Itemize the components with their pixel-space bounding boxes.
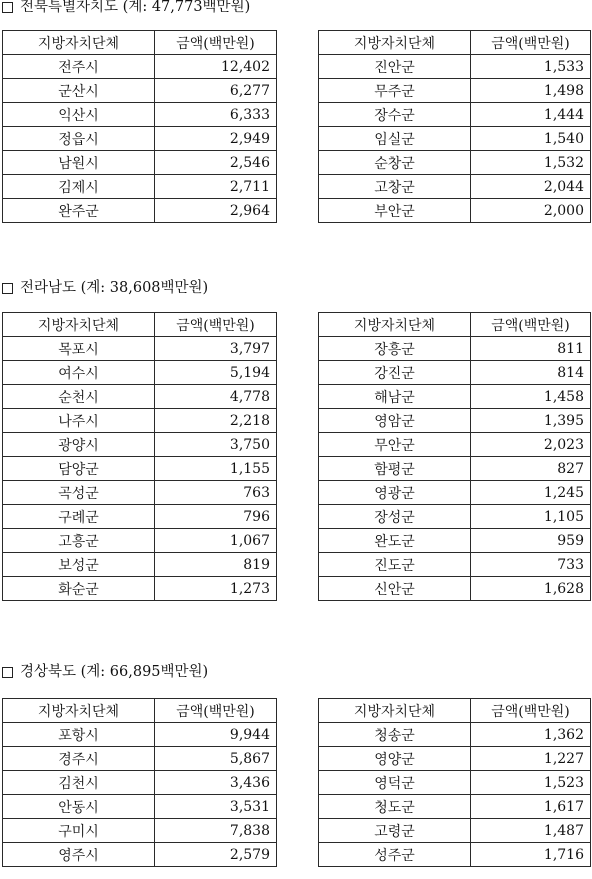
amount-value: 1,540: [471, 127, 591, 151]
amount-value: 9,944: [155, 723, 277, 747]
amount-value: 1,362: [471, 723, 591, 747]
table-row: [3, 151, 277, 175]
amount-value: 3,531: [155, 795, 277, 819]
municipality-name: 장수군: [319, 103, 471, 127]
amount-value: 763: [155, 481, 277, 505]
budget-table-left: [2, 312, 277, 601]
header-amount: 금액(백만원): [155, 31, 277, 55]
amount-value: 814: [471, 361, 591, 385]
table-header-row: [319, 31, 591, 55]
table-row: [3, 529, 277, 553]
header-name: 지방자치단체: [319, 699, 471, 723]
municipality-name: 남원시: [3, 151, 155, 175]
checkbox-icon: [2, 283, 13, 294]
amount-value: 1,533: [471, 55, 591, 79]
budget-table-left: [2, 698, 277, 867]
checkbox-icon: [2, 667, 13, 678]
amount-value: 2,044: [471, 175, 591, 199]
amount-value: 811: [471, 337, 591, 361]
amount-value: 2,711: [155, 175, 277, 199]
amount-value: 733: [471, 553, 591, 577]
municipality-name: 익산시: [3, 103, 155, 127]
section-heading-text: 전라남도 (계: 38,608백만원): [20, 280, 209, 296]
table-row: [3, 795, 277, 819]
table-row: [3, 771, 277, 795]
header-name: 지방자치단체: [3, 313, 155, 337]
municipality-name: 안동시: [3, 795, 155, 819]
municipality-name: 화순군: [3, 577, 155, 601]
section-heading: [2, 663, 208, 681]
municipality-name: 구례군: [3, 505, 155, 529]
amount-value: 3,436: [155, 771, 277, 795]
header-name: 지방자치단체: [3, 699, 155, 723]
header-amount: 금액(백만원): [155, 699, 277, 723]
table-row: [3, 843, 277, 867]
table-row: [3, 723, 277, 747]
budget-table-right: [318, 312, 591, 601]
municipality-name: 보성군: [3, 553, 155, 577]
municipality-name: 임실군: [319, 127, 471, 151]
municipality-name: 순창군: [319, 151, 471, 175]
municipality-name: 청송군: [319, 723, 471, 747]
amount-value: 1,395: [471, 409, 591, 433]
amount-value: 5,867: [155, 747, 277, 771]
amount-value: 2,023: [471, 433, 591, 457]
section-heading-text: 경상북도 (계: 66,895백만원): [20, 664, 209, 680]
table-row: [3, 127, 277, 151]
municipality-name: 완주군: [3, 199, 155, 223]
table-header-row: [3, 699, 277, 723]
municipality-name: 포항시: [3, 723, 155, 747]
table-row: [319, 577, 591, 601]
amount-value: 2,546: [155, 151, 277, 175]
table-row: [3, 385, 277, 409]
municipality-name: 함평군: [319, 457, 471, 481]
municipality-name: 군산시: [3, 79, 155, 103]
table-row: [3, 819, 277, 843]
municipality-name: 영광군: [319, 481, 471, 505]
table-row: [3, 433, 277, 457]
amount-value: 3,750: [155, 433, 277, 457]
amount-value: 12,402: [155, 55, 277, 79]
municipality-name: 김제시: [3, 175, 155, 199]
municipality-name: 고흥군: [3, 529, 155, 553]
amount-value: 1,227: [471, 747, 591, 771]
table-row: [3, 361, 277, 385]
amount-value: 1,444: [471, 103, 591, 127]
municipality-name: 장성군: [319, 505, 471, 529]
municipality-name: 고창군: [319, 175, 471, 199]
table-row: [319, 553, 591, 577]
table-row: [319, 457, 591, 481]
municipality-name: 장흥군: [319, 337, 471, 361]
municipality-name: 김천시: [3, 771, 155, 795]
municipality-name: 경주시: [3, 747, 155, 771]
table-row: [319, 409, 591, 433]
municipality-name: 무주군: [319, 79, 471, 103]
table-row: [319, 505, 591, 529]
municipality-name: 목포시: [3, 337, 155, 361]
amount-value: 4,778: [155, 385, 277, 409]
table-row: [3, 55, 277, 79]
header-amount: 금액(백만원): [155, 313, 277, 337]
amount-value: 2,000: [471, 199, 591, 223]
municipality-name: 구미시: [3, 819, 155, 843]
amount-value: 1,628: [471, 577, 591, 601]
municipality-name: 강진군: [319, 361, 471, 385]
table-row: [3, 79, 277, 103]
table-row: [319, 337, 591, 361]
amount-value: 1,523: [471, 771, 591, 795]
budget-table-right: [318, 698, 591, 867]
amount-value: 1,716: [471, 843, 591, 867]
amount-value: 1,617: [471, 795, 591, 819]
amount-value: 959: [471, 529, 591, 553]
table-row: [319, 771, 591, 795]
table-row: [319, 199, 591, 223]
table-row: [319, 723, 591, 747]
table-row: [319, 481, 591, 505]
table-row: [319, 79, 591, 103]
table-row: [319, 433, 591, 457]
municipality-name: 무안군: [319, 433, 471, 457]
municipality-name: 영양군: [319, 747, 471, 771]
table-header-row: [3, 31, 277, 55]
table-row: [319, 529, 591, 553]
section-heading: [2, 0, 250, 16]
table-header-row: [319, 313, 591, 337]
table-row: [3, 457, 277, 481]
table-row: [319, 747, 591, 771]
amount-value: 827: [471, 457, 591, 481]
table-row: [3, 199, 277, 223]
table-row: [3, 337, 277, 361]
amount-value: 1,498: [471, 79, 591, 103]
header-amount: 금액(백만원): [471, 699, 591, 723]
section-heading: [2, 279, 208, 297]
amount-value: 1,245: [471, 481, 591, 505]
budget-table-right: [318, 30, 591, 223]
amount-value: 5,194: [155, 361, 277, 385]
amount-value: 6,277: [155, 79, 277, 103]
municipality-name: 광양시: [3, 433, 155, 457]
amount-value: 7,838: [155, 819, 277, 843]
amount-value: 1,458: [471, 385, 591, 409]
table-row: [319, 127, 591, 151]
table-row: [3, 103, 277, 127]
budget-table-left: [2, 30, 277, 223]
table-row: [319, 385, 591, 409]
checkbox-icon: [2, 2, 13, 13]
table-row: [319, 55, 591, 79]
table-row: [3, 175, 277, 199]
table-row: [3, 409, 277, 433]
municipality-name: 부안군: [319, 199, 471, 223]
amount-value: 2,579: [155, 843, 277, 867]
municipality-name: 신안군: [319, 577, 471, 601]
amount-value: 3,797: [155, 337, 277, 361]
table-row: [3, 577, 277, 601]
amount-value: 2,949: [155, 127, 277, 151]
municipality-name: 청도군: [319, 795, 471, 819]
table-row: [319, 843, 591, 867]
municipality-name: 영덕군: [319, 771, 471, 795]
municipality-name: 정읍시: [3, 127, 155, 151]
amount-value: 1,155: [155, 457, 277, 481]
amount-value: 6,333: [155, 103, 277, 127]
header-name: 지방자치단체: [319, 31, 471, 55]
amount-value: 819: [155, 553, 277, 577]
amount-value: 2,218: [155, 409, 277, 433]
municipality-name: 담양군: [3, 457, 155, 481]
header-name: 지방자치단체: [319, 313, 471, 337]
amount-value: 796: [155, 505, 277, 529]
header-amount: 금액(백만원): [471, 313, 591, 337]
table-row: [319, 819, 591, 843]
table-row: [3, 505, 277, 529]
amount-value: 1,273: [155, 577, 277, 601]
municipality-name: 성주군: [319, 843, 471, 867]
municipality-name: 진도군: [319, 553, 471, 577]
table-row: [319, 151, 591, 175]
table-row: [319, 103, 591, 127]
municipality-name: 순천시: [3, 385, 155, 409]
table-row: [3, 553, 277, 577]
table-row: [3, 747, 277, 771]
amount-value: 2,964: [155, 199, 277, 223]
table-row: [319, 795, 591, 819]
municipality-name: 전주시: [3, 55, 155, 79]
municipality-name: 완도군: [319, 529, 471, 553]
section-heading-text: 전북특별자치도 (계: 47,773백만원): [20, 0, 251, 15]
municipality-name: 영암군: [319, 409, 471, 433]
municipality-name: 나주시: [3, 409, 155, 433]
amount-value: 1,532: [471, 151, 591, 175]
table-row: [3, 481, 277, 505]
table-header-row: [3, 313, 277, 337]
municipality-name: 영주시: [3, 843, 155, 867]
table-header-row: [319, 699, 591, 723]
municipality-name: 진안군: [319, 55, 471, 79]
municipality-name: 고령군: [319, 819, 471, 843]
municipality-name: 여수시: [3, 361, 155, 385]
header-name: 지방자치단체: [3, 31, 155, 55]
header-amount: 금액(백만원): [471, 31, 591, 55]
municipality-name: 해남군: [319, 385, 471, 409]
amount-value: 1,067: [155, 529, 277, 553]
amount-value: 1,105: [471, 505, 591, 529]
amount-value: 1,487: [471, 819, 591, 843]
municipality-name: 곡성군: [3, 481, 155, 505]
table-row: [319, 175, 591, 199]
table-row: [319, 361, 591, 385]
